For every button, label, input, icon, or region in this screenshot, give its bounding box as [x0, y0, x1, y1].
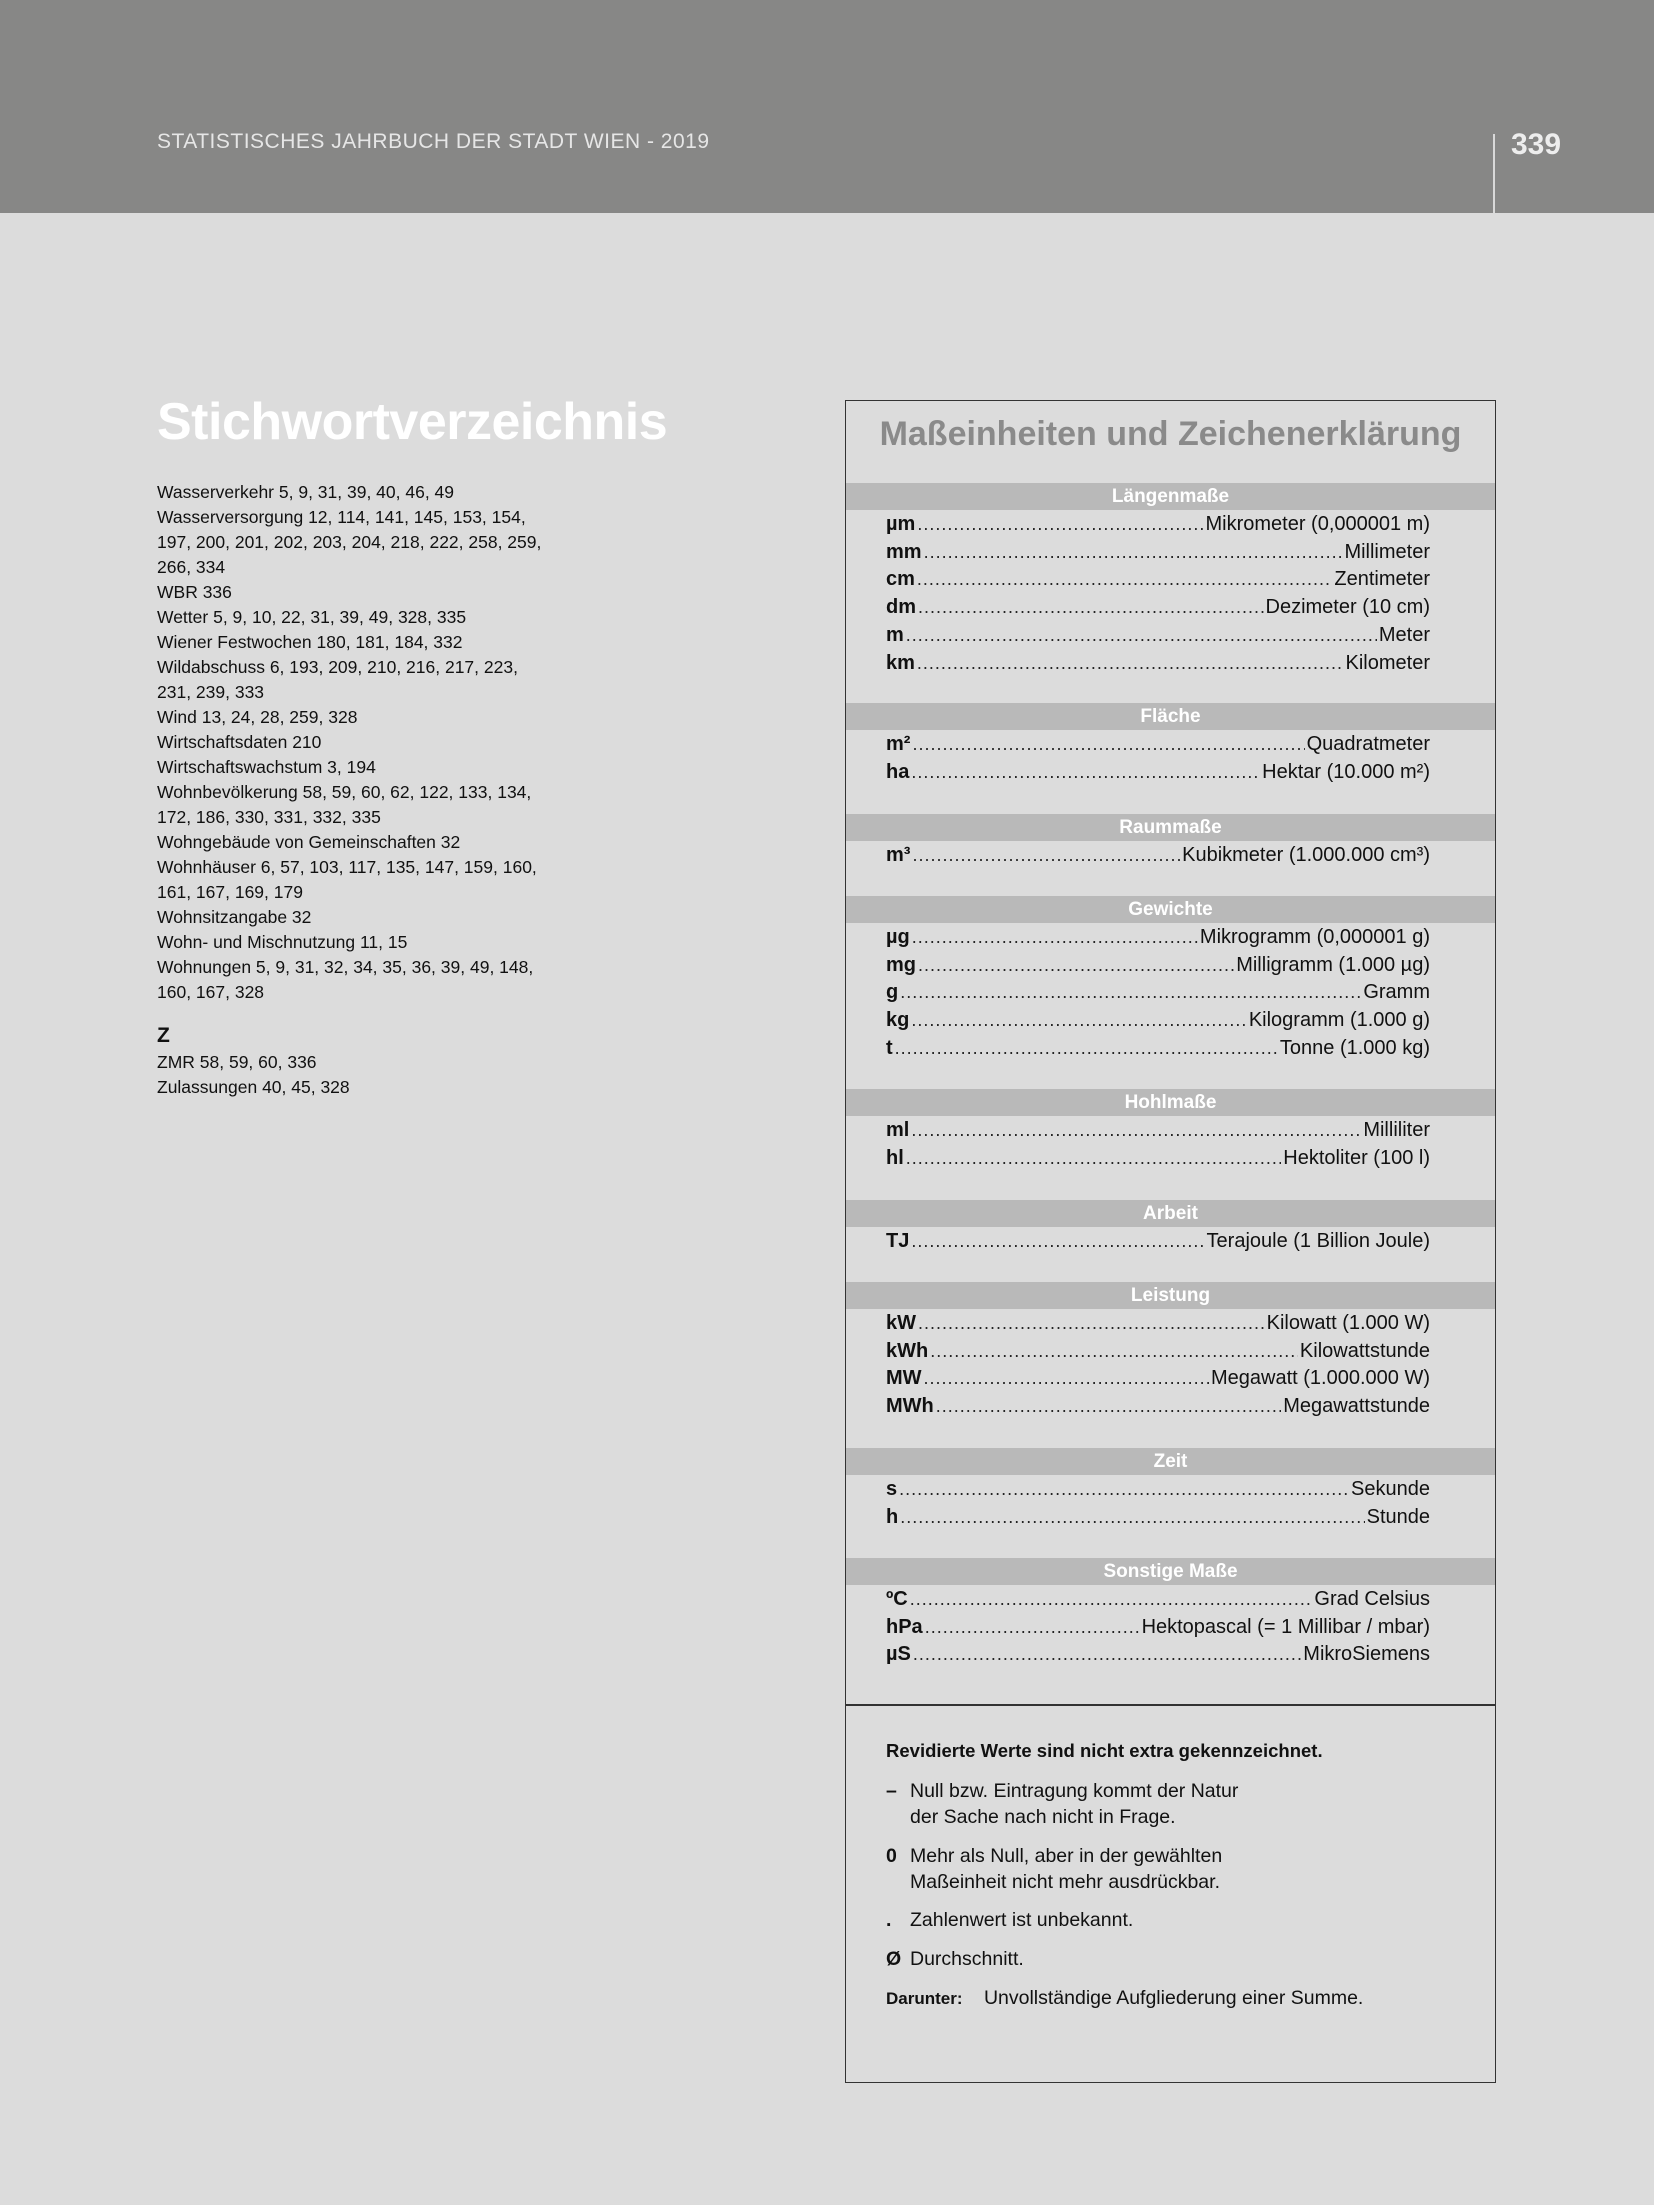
- unit-meaning: Gramm: [1363, 981, 1430, 1004]
- dot-leader: [918, 952, 1234, 979]
- unit-row: [886, 1117, 1430, 1144]
- note-symbol: Ø: [886, 1948, 902, 1970]
- dot-leader: [917, 511, 1203, 538]
- unit-row: [886, 1365, 1430, 1392]
- dot-leader: [918, 594, 1264, 621]
- dot-leader: [912, 924, 1198, 951]
- unit-meaning: Kubikmeter (1.000.000 cm³): [1182, 844, 1430, 866]
- unit-abbreviation: hl: [886, 1146, 904, 1169]
- unit-meaning: Kilowattstunde: [1299, 1339, 1430, 1362]
- index-title: Stichwortverzeichnis: [157, 393, 668, 451]
- dot-leader: [917, 650, 1344, 677]
- note-text: der Sache nach nicht in Frage.: [910, 1806, 1176, 1828]
- note-item: [886, 1907, 1446, 1933]
- unit-row: [886, 539, 1430, 566]
- unit-abbreviation: MW: [886, 1367, 922, 1390]
- legend-separator: [846, 1704, 1495, 1706]
- unit-abbreviation: MWh: [886, 1395, 934, 1418]
- index-entry: Wasserversorgung 12, 114, 141, 145, 153, 154,: [157, 507, 526, 527]
- unit-meaning: Megawattstunde: [1283, 1395, 1430, 1418]
- dot-leader: [913, 1641, 1301, 1668]
- dot-leader: [911, 759, 1260, 786]
- unit-abbreviation: cm: [886, 568, 915, 591]
- note-symbol: .: [886, 1909, 892, 1931]
- dot-leader: [900, 979, 1361, 1006]
- unit-abbreviation: ml: [886, 1119, 910, 1141]
- unit-meaning: Grad Celsius: [1314, 1588, 1430, 1610]
- unit-abbreviation: hPa: [886, 1615, 923, 1638]
- index-entry: 160, 167, 328: [157, 982, 265, 1002]
- dot-leader: [910, 1586, 1313, 1613]
- unit-row: [886, 594, 1430, 621]
- index-entry: Wohn- und Mischnutzung 11, 15: [157, 932, 408, 952]
- note-text: Maßeinheit nicht mehr ausdrückbar.: [910, 1871, 1220, 1893]
- unit-row: [886, 1310, 1430, 1337]
- section-header: Sonstige Maße: [846, 1558, 1495, 1585]
- unit-abbreviation: dm: [886, 596, 916, 619]
- unit-meaning: Millimeter: [1344, 540, 1430, 563]
- unit-row: [886, 1145, 1430, 1172]
- dot-leader: [906, 1145, 1282, 1172]
- dot-leader: [924, 539, 1343, 566]
- unit-row: [886, 952, 1430, 979]
- index-entry: 197, 200, 201, 202, 203, 204, 218, 222, 258, 259,: [157, 532, 542, 552]
- index-entry: Wildabschuss 6, 193, 209, 210, 216, 217, 223,: [157, 657, 518, 677]
- index-entry: Wohnsitzangabe 32: [157, 907, 312, 927]
- index-list: [157, 480, 627, 1100]
- section-header: Fläche: [846, 703, 1495, 730]
- unit-meaning: Kilometer: [1345, 651, 1430, 674]
- legend-title: Maßeinheiten und Zeichenerklärung: [879, 415, 1462, 453]
- dot-leader: [925, 1614, 1140, 1641]
- note-text: Durchschnitt.: [910, 1948, 1024, 1970]
- unit-meaning: Meter: [1378, 623, 1430, 646]
- unit-meaning: Quadratmeter: [1306, 733, 1430, 755]
- note-text: Zahlenwert ist unbekannt.: [910, 1909, 1134, 1931]
- dot-leader: [930, 1338, 1298, 1365]
- dot-leader: [911, 1007, 1246, 1034]
- unit-row: [886, 731, 1430, 758]
- note-text: Null bzw. Eintragung kommt der Natur: [910, 1780, 1239, 1802]
- note-item: [886, 1946, 1446, 1972]
- index-entry: 266, 334: [157, 557, 226, 577]
- index-entry: 161, 167, 169, 179: [157, 882, 303, 902]
- dot-leader: [936, 1393, 1281, 1420]
- unit-row: [886, 650, 1430, 677]
- unit-meaning: Hektopascal (= 1 Millibar / mbar): [1141, 1615, 1430, 1638]
- unit-abbreviation: kg: [886, 1009, 910, 1032]
- unit-row: [886, 622, 1430, 649]
- unit-abbreviation: h: [886, 1505, 899, 1528]
- section-header: Längenmaße: [846, 483, 1495, 510]
- unit-meaning: Stunde: [1366, 1505, 1430, 1528]
- unit-abbreviation: µg: [886, 926, 910, 948]
- unit-row: [886, 1476, 1430, 1503]
- section-header: Gewichte: [846, 896, 1495, 923]
- index-entry: 231, 239, 333: [157, 682, 265, 702]
- header-divider: [1493, 134, 1495, 213]
- unit-meaning: Kilowatt (1.000 W): [1266, 1312, 1430, 1334]
- unit-meaning: Milligramm (1.000 µg): [1236, 953, 1430, 976]
- unit-row: [886, 1035, 1430, 1062]
- dot-leader: [900, 1504, 1364, 1531]
- unit-abbreviation: mg: [886, 953, 916, 976]
- section-header: Arbeit: [846, 1200, 1495, 1227]
- dot-leader: [911, 1117, 1361, 1144]
- index-entry: Wetter 5, 9, 10, 22, 31, 39, 49, 328, 335: [157, 607, 467, 627]
- dot-leader: [924, 1365, 1209, 1392]
- note-symbol: 0: [886, 1845, 897, 1867]
- unit-row: [886, 924, 1430, 951]
- unit-abbreviation: m²: [886, 733, 911, 755]
- unit-abbreviation: km: [886, 651, 915, 674]
- unit-abbreviation: µm: [886, 513, 916, 535]
- unit-abbreviation: kW: [886, 1312, 916, 1334]
- index-entry: Zulassungen 40, 45, 328: [157, 1077, 350, 1097]
- unit-abbreviation: ha: [886, 760, 910, 783]
- darunter-text: Unvollständige Aufgliederung einer Summe.: [983, 1987, 1364, 2009]
- unit-row: [886, 1614, 1430, 1641]
- note-darunter: [886, 1985, 1363, 2012]
- dot-leader: [912, 731, 1304, 758]
- unit-meaning: Megawatt (1.000.000 W): [1211, 1367, 1430, 1390]
- unit-row: [886, 759, 1430, 786]
- note-text: Mehr als Null, aber in der gewählten: [910, 1845, 1223, 1867]
- darunter-label: Darunter:: [886, 1989, 963, 2008]
- unit-meaning: Kilogramm (1.000 g): [1248, 1009, 1430, 1032]
- index-entry: Wirtschaftswachstum 3, 194: [157, 757, 376, 777]
- unit-row: [886, 1007, 1430, 1034]
- unit-row: [886, 566, 1430, 593]
- unit-abbreviation: µS: [886, 1643, 911, 1666]
- dot-leader: [899, 1476, 1349, 1503]
- unit-meaning: Mikrogramm (0,000001 g): [1199, 926, 1430, 948]
- section-header: Raummaße: [846, 814, 1495, 841]
- unit-row: [886, 1338, 1430, 1365]
- unit-row: [886, 1393, 1430, 1420]
- unit-meaning: Hektoliter (100 l): [1283, 1146, 1430, 1169]
- unit-row: [886, 1586, 1430, 1613]
- unit-meaning: Hektar (10.000 m²): [1262, 760, 1430, 783]
- unit-abbreviation: kWh: [886, 1339, 929, 1362]
- dot-leader: [895, 1035, 1278, 1062]
- dot-leader: [911, 1228, 1204, 1255]
- index-entry: Wasserverkehr 5, 9, 31, 39, 40, 46, 49: [157, 482, 455, 502]
- unit-row: [886, 842, 1430, 869]
- unit-row: [886, 1641, 1430, 1668]
- index-entry: Wohnhäuser 6, 57, 103, 117, 135, 147, 159, 160,: [157, 857, 537, 877]
- dot-leader: [912, 842, 1180, 869]
- unit-row: [886, 979, 1430, 1006]
- unit-meaning: Zentimeter: [1334, 568, 1430, 591]
- header-band: [0, 0, 1654, 213]
- unit-meaning: Dezimeter (10 cm): [1265, 596, 1430, 619]
- index-entry: Wind 13, 24, 28, 259, 328: [157, 707, 358, 727]
- dot-leader: [906, 622, 1377, 649]
- unit-meaning: MikroSiemens: [1303, 1643, 1430, 1666]
- unit-abbreviation: m: [886, 623, 904, 646]
- unit-row: [886, 511, 1430, 538]
- section-header: Zeit: [846, 1448, 1495, 1475]
- unit-meaning: Mikrometer (0,000001 m): [1205, 513, 1430, 535]
- running-head: STATISTISCHES JAHRBUCH DER STADT WIEN - 2019: [157, 130, 710, 153]
- index-letter-z: Z: [157, 1024, 170, 1047]
- unit-abbreviation: mm: [886, 540, 922, 563]
- unit-abbreviation: s: [886, 1478, 898, 1500]
- unit-row: [886, 1228, 1430, 1255]
- index-entry: ZMR 58, 59, 60, 336: [157, 1052, 317, 1072]
- dot-leader: [918, 1310, 1265, 1337]
- note-item: [886, 1778, 1446, 1830]
- section-header: Hohlmaße: [846, 1089, 1495, 1116]
- section-header: Leistung: [846, 1282, 1495, 1309]
- note-item: [886, 1843, 1446, 1895]
- unit-meaning: Tonne (1.000 kg): [1279, 1036, 1430, 1059]
- index-entry: Wirtschaftsdaten 210: [157, 732, 322, 752]
- unit-abbreviation: g: [886, 981, 899, 1004]
- note-symbol: –: [886, 1780, 897, 1802]
- unit-abbreviation: TJ: [886, 1230, 910, 1252]
- page-number: 339: [1511, 128, 1562, 161]
- index-entry: Wohnbevölkerung 58, 59, 60, 62, 122, 133, 134,: [157, 782, 532, 802]
- index-entry: WBR 336: [157, 582, 232, 602]
- index-entry: Wohnungen 5, 9, 31, 32, 34, 35, 36, 39, 49, 148,: [157, 957, 534, 977]
- unit-abbreviation: ºC: [886, 1588, 908, 1610]
- unit-abbreviation: t: [886, 1036, 893, 1059]
- unit-meaning: Sekunde: [1351, 1478, 1430, 1500]
- unit-meaning: Terajoule (1 Billion Joule): [1206, 1230, 1430, 1252]
- notes-heading: Revidierte Werte sind nicht extra gekennzeichnet.: [886, 1740, 1323, 1761]
- units-legend-box: [845, 400, 1496, 2083]
- index-entry: 172, 186, 330, 331, 332, 335: [157, 807, 381, 827]
- unit-row: [886, 1504, 1430, 1531]
- dot-leader: [917, 566, 1333, 593]
- index-entry: Wohngebäude von Gemeinschaften 32: [157, 832, 461, 852]
- index-entry: Wiener Festwochen 180, 181, 184, 332: [157, 632, 463, 652]
- unit-abbreviation: m³: [886, 844, 911, 866]
- unit-meaning: Milliliter: [1363, 1119, 1430, 1141]
